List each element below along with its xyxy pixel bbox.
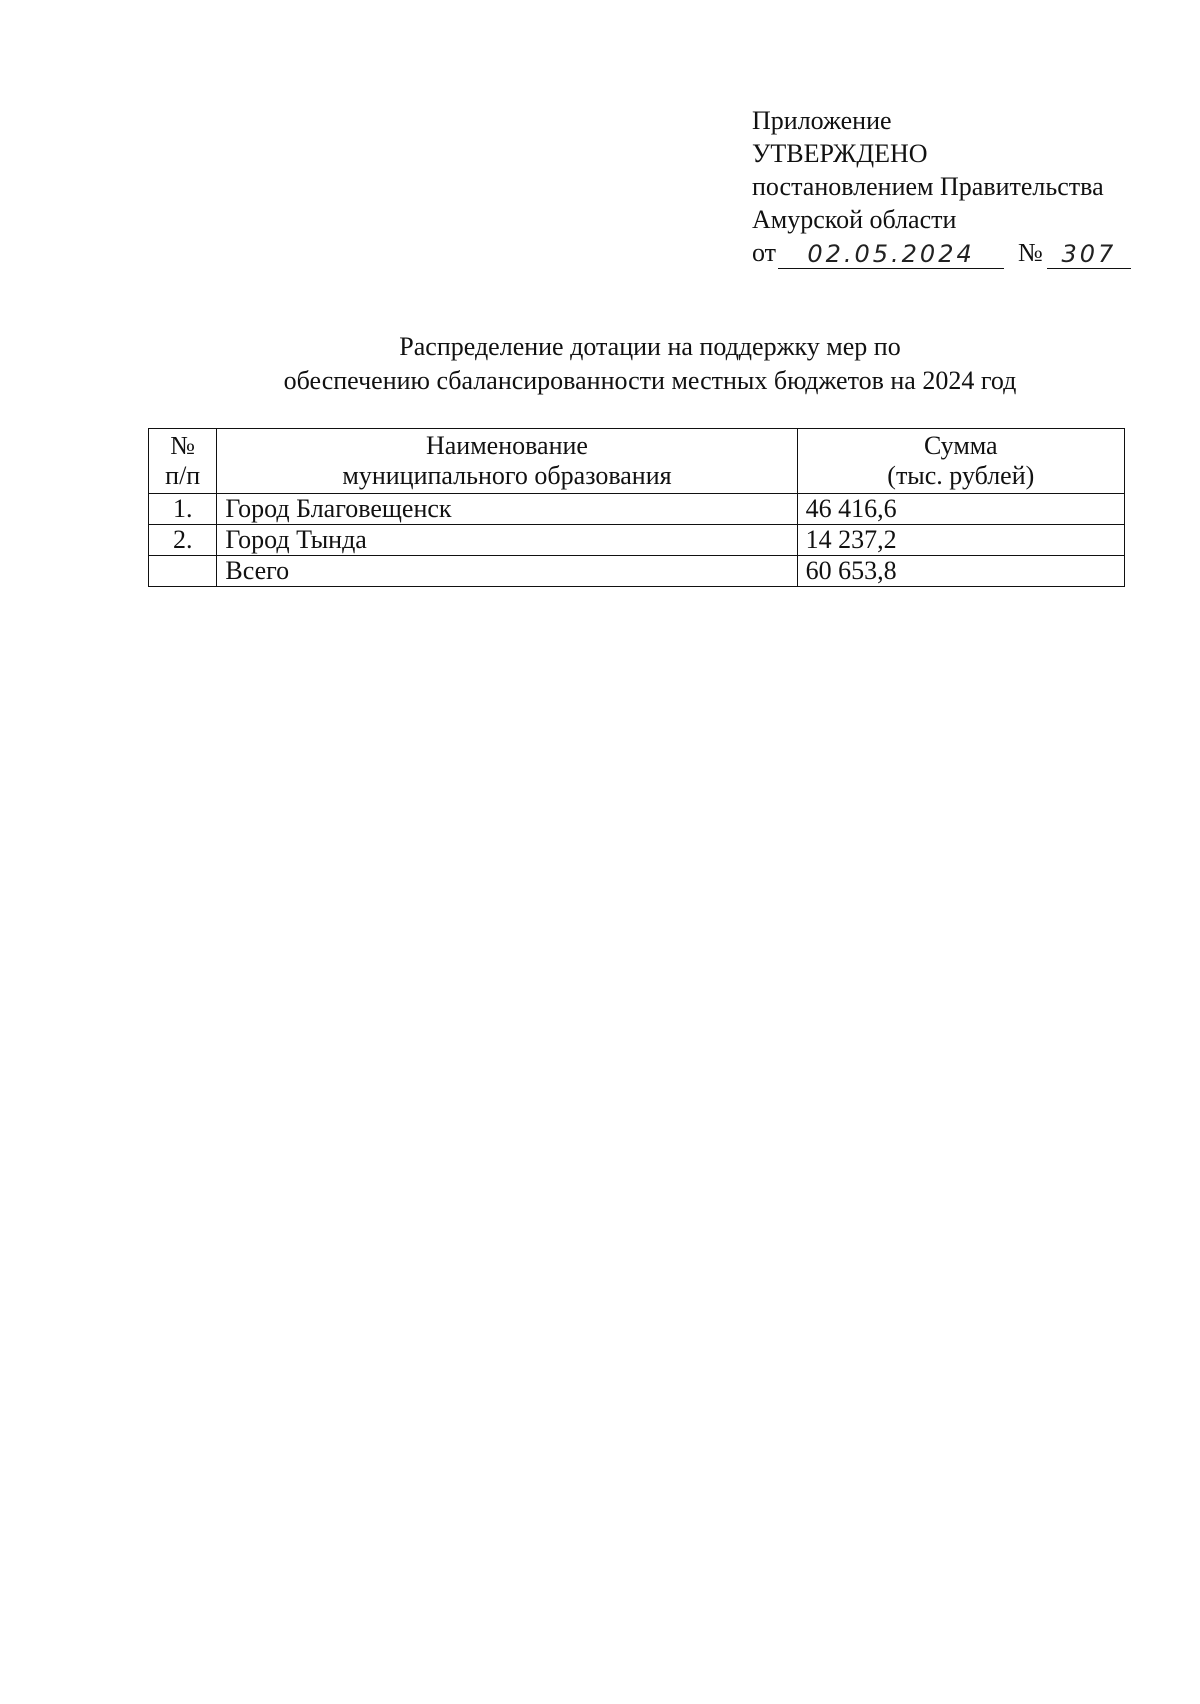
document-title (150, 330, 1150, 398)
handwritten-number: 307 (1047, 240, 1131, 269)
distribution-table (148, 428, 1125, 587)
table-header-row (149, 429, 1125, 494)
header-number-line-2: п/п (165, 461, 201, 490)
approved-label: УТВЕРЖДЕНО (752, 139, 928, 168)
date-number-line (752, 236, 1192, 269)
date-prefix: от (752, 238, 777, 267)
header-sum (797, 429, 1124, 494)
header-number-line-1: № (170, 431, 196, 460)
handwritten-date: 02.05.2024 (778, 240, 1004, 269)
title-line-2: обеспечению сбалансированности местных бюджетов на 2024 год (283, 366, 1017, 395)
approved-by-text: постановлением Правительства (752, 172, 1104, 201)
row-municipality: Город Тында (217, 525, 797, 556)
approval-block (752, 104, 1192, 269)
total-sum: 60 653,8 (797, 556, 1124, 587)
row-sum: 46 416,6 (797, 494, 1124, 525)
row-number (149, 556, 217, 587)
header-number (149, 429, 217, 494)
row-number: 2. (149, 525, 217, 556)
number-label: № (1018, 238, 1043, 267)
table-row (149, 525, 1125, 556)
row-municipality: Город Благовещенск (217, 494, 797, 525)
header-sum-line-2: (тыс. рублей) (887, 461, 1035, 490)
table-row (149, 494, 1125, 525)
title-line-1: Распределение дотации на поддержку мер по (399, 332, 901, 361)
header-municipality (217, 429, 797, 494)
row-sum: 14 237,2 (797, 525, 1124, 556)
header-municipality-line-1: Наименование (425, 431, 588, 460)
table-total-row (149, 556, 1125, 587)
row-number: 1. (149, 494, 217, 525)
header-sum-line-1: Сумма (923, 431, 998, 460)
total-label: Всего (217, 556, 797, 587)
region-name: Амурской области (752, 205, 957, 234)
appendix-label: Приложение (752, 106, 892, 135)
header-municipality-line-2: муниципального образования (342, 461, 672, 490)
